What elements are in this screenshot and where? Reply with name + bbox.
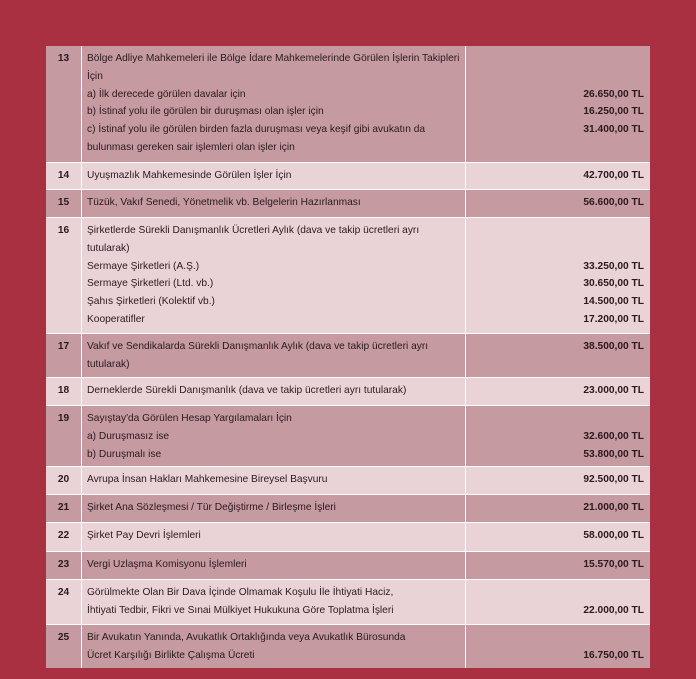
row-description	[82, 218, 466, 333]
row-amount	[466, 467, 650, 494]
row-number: 14	[46, 163, 82, 189]
description-line: tutularak)	[87, 358, 130, 370]
amount-line	[466, 240, 644, 258]
row-description	[82, 378, 466, 405]
table-row	[46, 334, 650, 378]
row-description	[82, 625, 466, 668]
row-number: 18	[46, 378, 82, 405]
table-row	[46, 46, 650, 163]
amount-line: 30.650,00 TL	[583, 278, 644, 290]
row-description	[82, 552, 466, 579]
description-line: Şirket Ana Sözleşmesi / Tür Değiştirme / Birleşme İşleri	[87, 502, 336, 513]
description-line: Derneklerde Sürekli Danışmanlık (dava ve takip ücretleri ayrı tutularak)	[87, 385, 407, 396]
description-line: Vergi Uzlaşma Komisyonu İşlemleri	[87, 559, 247, 570]
table-row	[46, 495, 650, 523]
table-row	[46, 378, 650, 406]
description-line: Tüzük, Vakıf Senedi, Yönetmelik vb. Belgelerin Hazırlanması	[87, 197, 361, 208]
row-description	[82, 523, 466, 551]
row-number: 20	[46, 467, 82, 494]
amount-line: 17.200,00 TL	[583, 313, 644, 325]
row-amount	[466, 190, 650, 217]
amount-line	[466, 68, 644, 86]
amount-line: 16.250,00 TL	[583, 106, 644, 118]
row-amount	[466, 523, 650, 551]
amount-line: 23.000,00 TL	[583, 385, 644, 396]
amount-line: 26.650,00 TL	[583, 88, 644, 100]
row-description	[82, 495, 466, 522]
description-line: Şirketlerde Sürekli Danışmanlık Ücretleri Aylık (dava ve takip ücretleri ayrı	[87, 225, 420, 236]
amount-line	[466, 584, 644, 602]
row-number: 17	[46, 334, 82, 377]
amount-line: 92.500,00 TL	[583, 474, 644, 485]
description-line: c) İstinaf yolu ile görülen birden fazla duruşması veya keşif gibi avukatın da	[87, 124, 426, 136]
description-line: Bölge Adliye Mahkemeleri ile Bölge İdare Mahkemelerinde Görülen İşlerin Takipleri	[87, 53, 460, 64]
row-amount	[466, 552, 650, 579]
row-number: 13	[46, 46, 82, 162]
row-amount	[466, 406, 650, 466]
description-line: Sayıştay'da Görülen Hesap Yargılamaları İçin	[87, 413, 292, 424]
amount-line: 42.700,00 TL	[583, 170, 644, 181]
description-line: tutularak)	[87, 242, 130, 254]
amount-line: 14.500,00 TL	[583, 296, 644, 308]
table-row	[46, 523, 650, 552]
row-description	[82, 163, 466, 189]
row-number: 15	[46, 190, 82, 217]
table-row	[46, 467, 650, 495]
description-line: İhtiyati Tedbir, Fikri ve Sınai Mülkiyet Hukukuna Göre Toplatma İşleri	[87, 604, 394, 616]
amount-line: 58.000,00 TL	[583, 530, 644, 541]
row-amount	[466, 46, 650, 162]
row-number: 23	[46, 552, 82, 579]
row-number: 19	[46, 406, 82, 466]
row-amount	[466, 580, 650, 624]
row-number: 24	[46, 580, 82, 624]
row-description	[82, 580, 466, 624]
fee-table	[46, 46, 650, 668]
description-line: b) İstinaf yolu ile görülen bir duruşması olan işler için	[87, 106, 324, 118]
row-description	[82, 334, 466, 377]
row-description	[82, 406, 466, 466]
description-line: a) İlk derecede görülen davalar için	[87, 88, 246, 100]
table-row	[46, 218, 650, 334]
description-line: Avrupa İnsan Hakları Mahkemesine Bireysel Başvuru	[87, 474, 328, 485]
amount-line: 15.570,00 TL	[583, 559, 644, 570]
description-line: Sermaye Şirketleri (Ltd. vb.)	[87, 278, 214, 290]
amount-line: 22.000,00 TL	[583, 604, 644, 616]
amount-line	[466, 50, 644, 68]
row-amount	[466, 218, 650, 333]
table-row	[46, 625, 650, 668]
description-line: İçin	[87, 70, 103, 82]
description-line: Sermaye Şirketleri (A.Ş.)	[87, 260, 200, 272]
table-row	[46, 580, 650, 625]
row-amount	[466, 378, 650, 405]
amount-line	[466, 629, 644, 647]
amount-line: 33.250,00 TL	[583, 260, 644, 272]
table-row	[46, 190, 650, 218]
description-line: b) Duruşmalı ise	[87, 448, 162, 460]
row-number: 21	[46, 495, 82, 522]
description-line: bulunması gereken sair işlemleri olan işler için	[87, 141, 295, 153]
table-row	[46, 163, 650, 190]
table-row	[46, 552, 650, 580]
amount-line: 31.400,00 TL	[583, 124, 644, 136]
row-description	[82, 46, 466, 162]
row-amount	[466, 495, 650, 522]
row-amount	[466, 163, 650, 189]
row-number: 16	[46, 218, 82, 333]
description-line: Görülmekte Olan Bir Dava İçinde Olmamak Koşulu İle İhtiyati Haciz,	[87, 587, 394, 598]
amount-line	[466, 410, 644, 428]
description-line: Ücret Karşılığı Birlikte Çalışma Ücreti	[87, 649, 255, 661]
amount-line: 16.750,00 TL	[583, 649, 644, 661]
row-number: 25	[46, 625, 82, 668]
description-line: Uyuşmazlık Mahkemesinde Görülen İşler İçin	[87, 170, 292, 181]
amount-line	[466, 222, 644, 240]
amount-line: 21.000,00 TL	[583, 502, 644, 513]
amount-line: 32.600,00 TL	[583, 430, 644, 442]
description-line: Bir Avukatın Yanında, Avukatlık Ortaklığında veya Avukatlık Bürosunda	[87, 632, 406, 643]
table-row	[46, 406, 650, 467]
description-line: a) Duruşmasız ise	[87, 430, 170, 442]
amount-line: 56.600,00 TL	[583, 197, 644, 208]
amount-line: 38.500,00 TL	[583, 341, 644, 352]
row-amount	[466, 334, 650, 377]
amount-line	[466, 139, 644, 157]
row-amount	[466, 625, 650, 668]
row-number: 22	[46, 523, 82, 551]
description-line: Şirket Pay Devri İşlemleri	[87, 530, 201, 541]
amount-line	[466, 356, 644, 374]
description-line: Kooperatifler	[87, 313, 145, 325]
description-line: Şahıs Şirketleri (Kolektif vb.)	[87, 296, 215, 308]
row-description	[82, 467, 466, 494]
row-description	[82, 190, 466, 217]
amount-line: 53.800,00 TL	[583, 448, 644, 460]
description-line: Vakıf ve Sendikalarda Sürekli Danışmanlık Aylık (dava ve takip ücretleri ayrı	[87, 341, 429, 352]
